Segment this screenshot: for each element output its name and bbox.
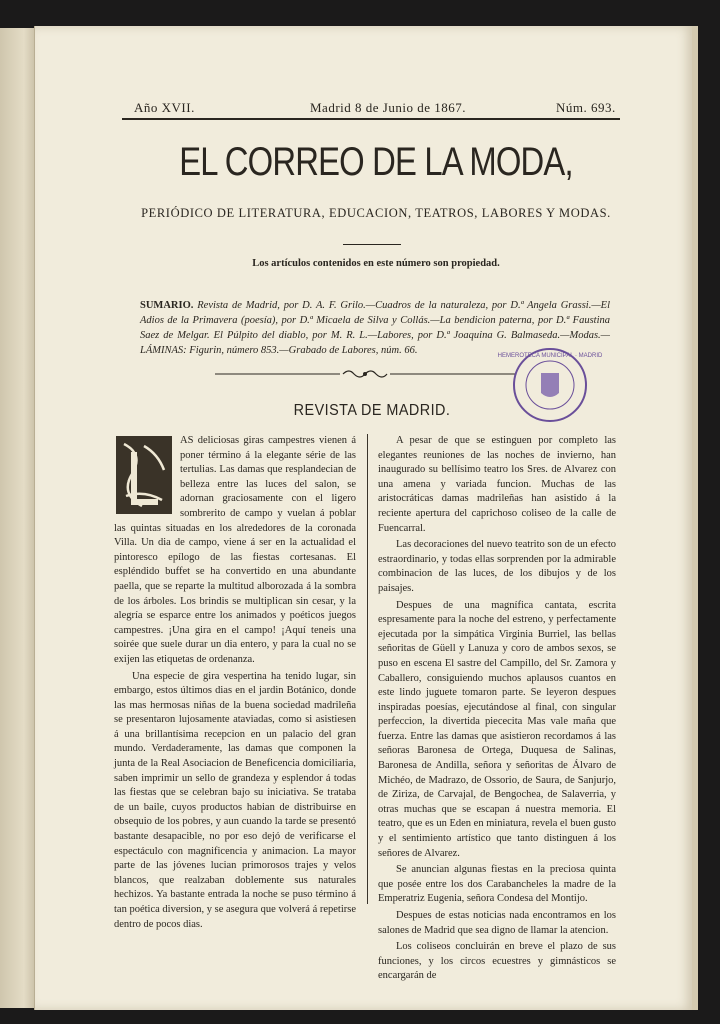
ornate-initial-letter — [114, 434, 174, 516]
article-column-right — [378, 434, 616, 986]
header-rule — [122, 118, 620, 120]
property-notice: Los artículos contenidos en este número son propiedad. — [252, 258, 500, 269]
issue-header — [96, 96, 620, 120]
article-paragraph: Despues de una magnífica cantata, escrita espresamente para la noche del estreno, y perfectamente ejecutada por la simpática Virginia Burriel, las bellas señoritas de Güell y Lanuza y coro de ambos sexos, se puso en escena El sastre del Campillo, del Sr. Zamora y Caballero, consiguiendo muchos aplausos cuantos en este lindo juguete tomaron parte. Se leyeron despues inspiradas poesías, ejecutándose al final, con singular perfeccion, la divertida piececita Mas vale maña que fuerza. Entre las damas que asistieron recordamos á las señoras Baronesa de Ortega, Duquesa de Salinas, Baronesa de Andilla, señora y señoritas de Álvaro de Michéo, de Madrazo, de Ossorio, de Saura, de Sanjurjo, de Ziriza, de Carvajal, de Bengochea, de Salaverria, y otras muchas que se escapan á nuestra memoria. El teatro, que es un Eden en miniatura, revela el buen gusto y el sentimiento artístico que tanto distinguen á los señores de Alvarez. — [378, 599, 616, 859]
issue-number: Núm. 693. — [556, 100, 616, 115]
article-paragraph: A pesar de que se estinguen por completo las elegantes reuniones de las noches de invierno, han inaugurado su bellísimo teatro los Sres. de Alvarez con una amena y variada funcion. Muchas de las aristocráticas damas madrileñas han asistido á la reciente apertura del caprichoso coliseo de la calle de Fuencarral. — [378, 435, 616, 534]
column-divider — [367, 434, 368, 904]
stamp-text: HEMEROTECA MUNICIPAL · MADRID — [497, 353, 603, 359]
article-paragraph: Despues de estas noticias nada encontramos en los salones de Madrid que sea digno de llamar la atencion. — [378, 910, 616, 936]
issue-date: Madrid 8 de Junio de 1867. — [310, 100, 466, 115]
article-paragraph: Se anuncian algunas fiestas en la preciosa quinta que posée entre los dos Carabancheles la madre de la Emperatriz Eugenia, señora Condesa del Montijo. — [378, 864, 616, 905]
article-paragraph: AS deliciosas giras campestres vienen á poner término á la elegante série de las tertulias. Las damas que resplandecian de belleza entre las luces del salon, se adornan graciosamente con el ligero sombrerito de campo y vuelan á poblar las quintas situadas en los alrededores de la coronada Villa. Un dia de campo, viene á ser en la actualidad el pintoresco epílogo de las fiestas cortesanas. El espléndido buffet se ha convertido en una abundante paella, que se reparte la multitud alborozada á la sombra de los árboles. Los brindis se multiplican sin cesar, y la alegría se esparce entre los animados y poéticos juegos campestres. ¡Una gira en el campo! ¡Aquí teneis una soirée que suele durar un dia entero, y para la cual no se exijen las etiquetas de ordenanza. — [114, 435, 356, 665]
masthead-subtitle: PERIÓDICO DE LITERATURA, EDUCACION, TEATROS, LABORES Y MODAS. — [141, 206, 611, 220]
short-rule — [343, 244, 401, 245]
issue-year: Año XVII. — [134, 100, 195, 115]
article-column-left — [114, 434, 356, 934]
article-paragraph: Las decoraciones del nuevo teatrito son de un efecto estraordinario, y todas ellas sorprenden por la admirable combinacion de las luces, de los dibujos y de los paisajes. — [378, 539, 616, 594]
article-paragraph: Una especie de gira vespertina ha tenido lugar, sin embargo, estos últimos dias en el jardin Botánico, donde las mas hermosas niñas de la buena sociedad madrileña se presentaron lujosamente ataviadas, como si asistiesen á una brillantísima recepcion en un palacio del gran mundo. Verdaderamente, las damas que componen la junta de la Real Asociacion de Beneficencia domiciliaria, saben imprimir un sello de grandeza y esplendor á todas las fiestas que se celebran bajo su iniciativa. Se trataba de un baile, cuyos productos habian de distribuirse en obsequio de los pobres, y aun cuando la tarde se presentó bastante desapacible, no por eso dejó de verificarse el espectáculo con magnificencia y animacion. La mayor parte de las jóvenes lucian primorosos trajes y velos blancos, que realzaban doblemente sus naturales hechizos. Ya bastante entrada la noche se puso término á tan poética diversion, y se asegura que volverá á repetirse dentro de pocos dias. — [114, 670, 356, 930]
page-stack-edge — [692, 26, 698, 1010]
summary-text: Revista de Madrid, por D. A. F. Grilo.—Cuadros de la naturaleza, por D.ª Angela Grassi.—El Adios de la Primavera (poesía), por D.ª Micaela de Silva y Collás.—La bendicion paterna, por D.ª Faustina Saez de Melgar. El Púlpito del diablo, por M. R. L.—Labores, por D.ª Joaquina G. Balmaseda.—Modas.—LÁMINAS: Figurin, número 853.—Grabado de Labores, núm. 66. — [140, 300, 611, 356]
summary-label: SUMARIO. — [140, 300, 194, 311]
article-paragraph: Los coliseos concluirán en breve el plazo de sus funciones, y los circos ecuestres y gimnásticos se encargarán de — [378, 941, 616, 982]
masthead-title: EL CORREO DE LA MODA, — [179, 140, 573, 184]
article-title: REVISTA DE MADRID. — [293, 402, 451, 419]
ornament-rule — [215, 368, 515, 380]
